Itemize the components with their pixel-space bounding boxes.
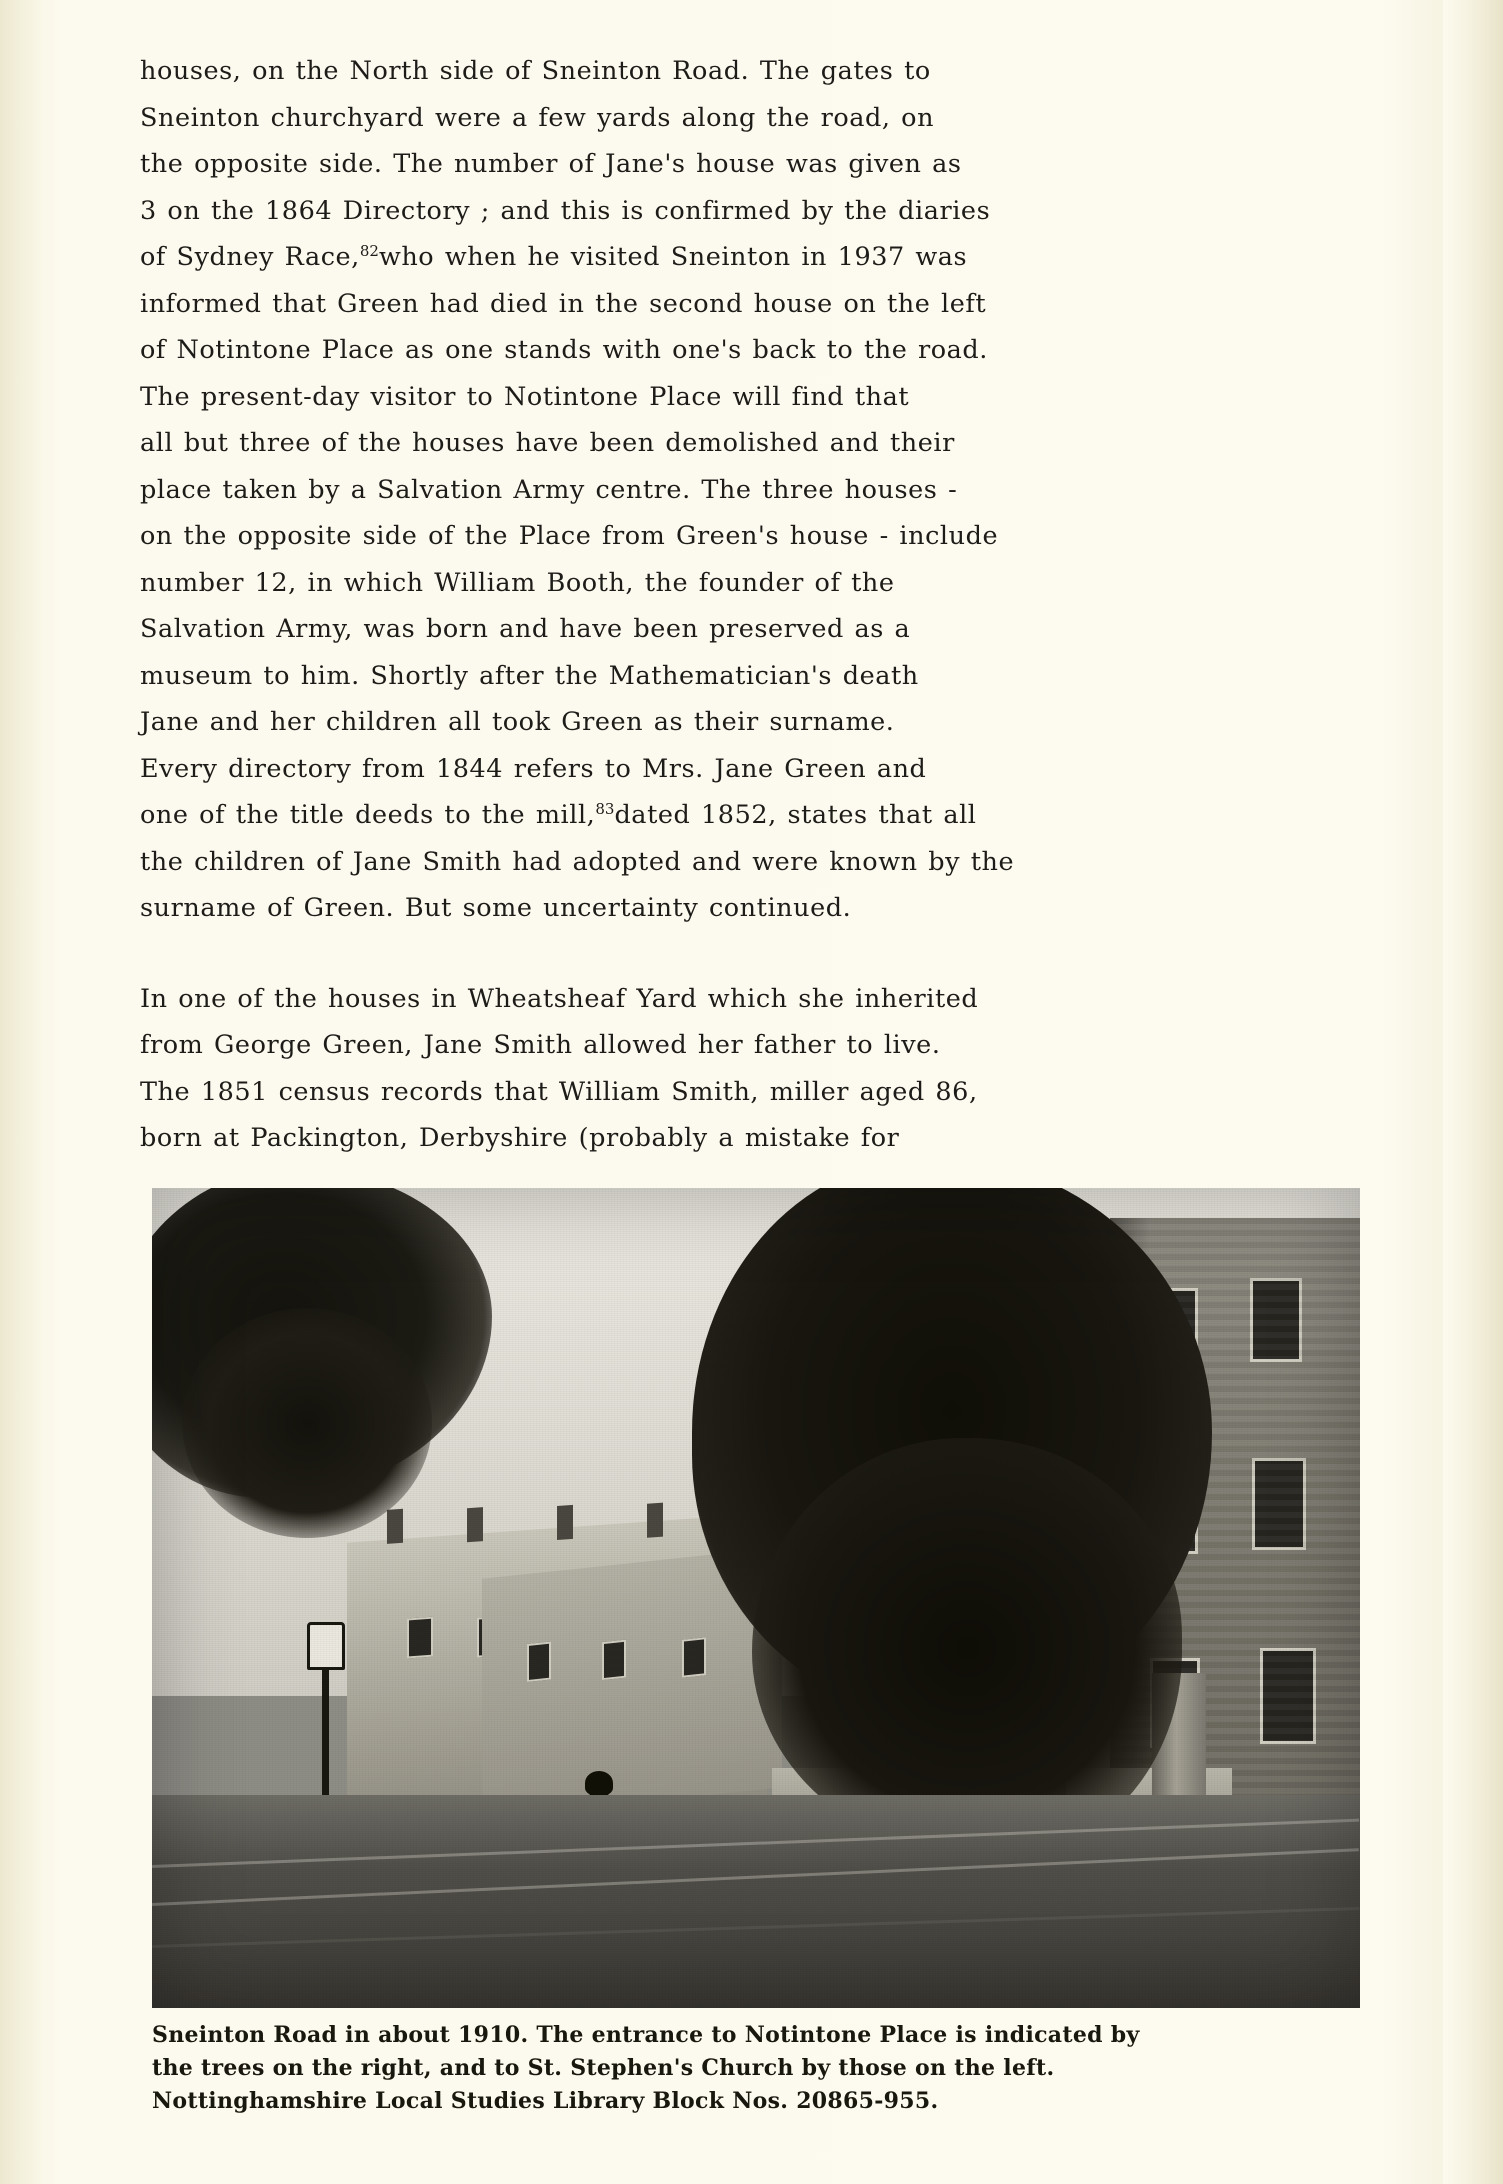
paragraph-1: houses, on the North side of Sneinton Road. The gates to Sneinton churchyard were a few yards along the road, on the opposite side. The number of Jane's house was given as 3 on the 1864 Directory ; and this is confirmed by the diaries of Sydney Race,$^{82}$who when he visited Sneinton in 1937 was informed that Green had died in the second house on the left of Notintone Place as one stands with one's back to the road. The present-day visitor to Notintone Place will find that all but three of the houses have been demolished and their place taken by a Salvation Army centre. The three houses - on the opposite side of the Place from Green's house - include number 12, in which William Booth, the founder of the Salvation Army, was born and have been preserved as a museum to him. Shortly after the Mathematician's death Jane and her children all took Green as their surname. Every directory from 1844 refers to Mrs. Jane Green and one of the title deeds to the mill,$^{83}$dated 1852, states that all the children of Jane Smith had adopted and were known by the surname of Green. But some uncertainty continued. <box>140 56 1015 923</box>
figure-sneinton-road <box>152 1188 1360 2118</box>
photograph-sneinton-road <box>152 1188 1360 2008</box>
body-text <box>140 48 1375 1162</box>
figure-caption <box>152 2019 1360 2118</box>
caption-line: Sneinton Road in about 1910. The entrance to Notintone Place is indicated by <box>152 2022 1140 2048</box>
footnote-marker: 82 <box>359 242 379 260</box>
caption-line: Nottinghamshire Local Studies Library Block Nos. 20865-955. <box>152 2088 939 2114</box>
page-edge-left <box>0 0 46 2184</box>
page-edge-right <box>1443 0 1503 2184</box>
caption-line: the trees on the right, and to St. Stephen's Church by those on the left. <box>152 2055 1055 2081</box>
page-content <box>140 48 1375 1162</box>
footnote-marker: 83 <box>595 800 615 818</box>
photo-vignette <box>152 1188 1360 2008</box>
paragraph-2: In one of the houses in Wheatsheaf Yard which she inherited from George Green, Jane Smith allowed her father to live. The 1851 census records that William Smith, miller aged 86, born at Packington, Derbyshire (probably a mistake for <box>140 983 979 1153</box>
